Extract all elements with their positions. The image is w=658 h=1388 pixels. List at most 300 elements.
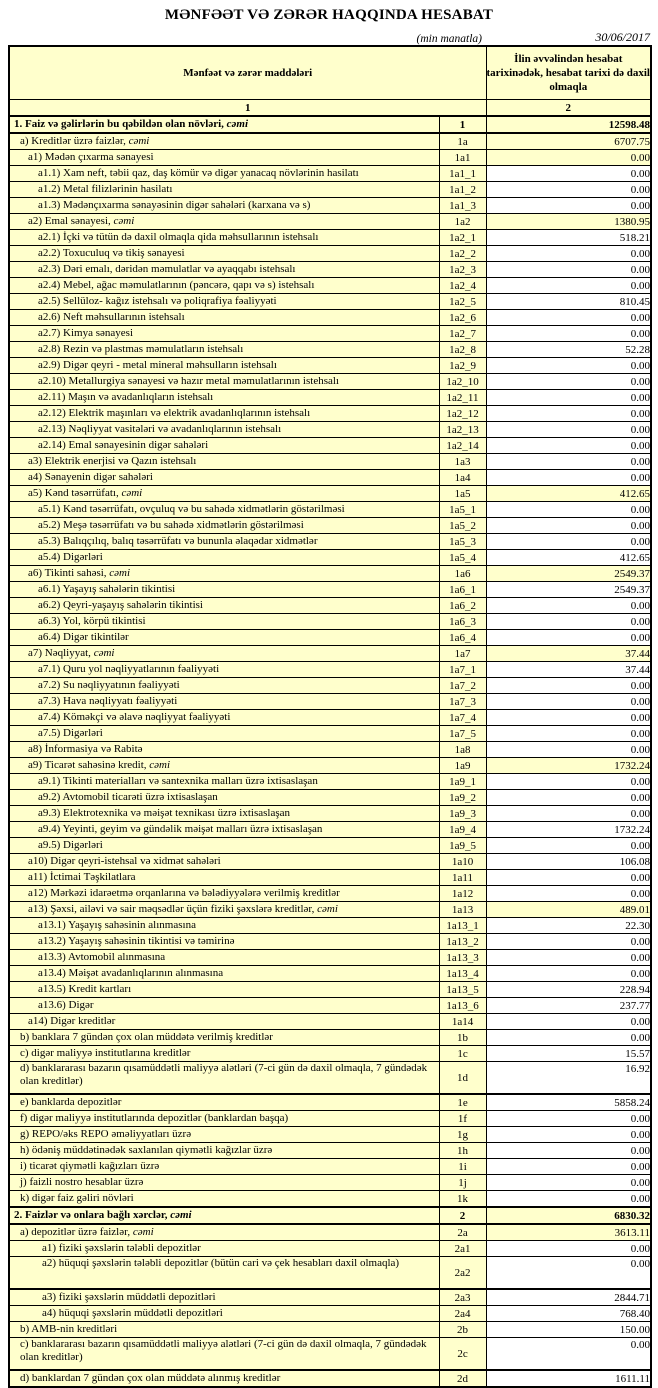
item-label [9, 726, 439, 742]
item-label-text: a2.2) Toxuculuq və tikiş sənayesi [38, 246, 185, 259]
row-code: 1a5 [439, 486, 486, 502]
value-header-cell: İlin əvvəlindən hesabat tarixinədək, hesabat tarixi də daxil olmaqla [486, 46, 651, 100]
row-code: 1a1_1 [439, 166, 486, 182]
item-label-text: c) digər maliyyə institutlarına kreditlər [20, 1046, 191, 1059]
table-row [9, 1127, 651, 1143]
item-label-text: a2.10) Metallurgiya sənayesi və hazır metal məmulatlarının istehsalı [38, 374, 339, 387]
item-label-italic-suffix: cəmi [113, 214, 135, 227]
row-code: 1a1_3 [439, 198, 486, 214]
row-code: 1a5_3 [439, 534, 486, 550]
table-row [9, 486, 651, 502]
row-code: 1a2_11 [439, 390, 486, 406]
item-label-text: a2.14) Emal sənayesinin digər sahələri [38, 438, 209, 451]
table-body [9, 116, 651, 1387]
row-code: 1a2 [439, 214, 486, 230]
row-value: 2844.71 [486, 1289, 651, 1306]
table-row [9, 342, 651, 358]
row-code: 1a6_2 [439, 598, 486, 614]
table-row [9, 406, 651, 422]
item-label-text: a1.1) Xam neft, təbii qaz, daş kömür və digər yanacaq növlərinin hasilatı [38, 166, 359, 179]
item-label [9, 1370, 439, 1387]
row-value: 0.00 [486, 182, 651, 198]
row-code: 1a1_2 [439, 182, 486, 198]
row-value: 0.00 [486, 438, 651, 454]
row-value: 0.00 [486, 678, 651, 694]
table-row [9, 534, 651, 550]
table-row [9, 966, 651, 982]
table-row [9, 166, 651, 182]
item-label [9, 198, 439, 214]
row-code: 2c [439, 1338, 486, 1371]
table-row [9, 278, 651, 294]
item-label [9, 1257, 439, 1290]
row-value: 0.00 [486, 534, 651, 550]
row-value: 0.00 [486, 1159, 651, 1175]
table-row [9, 133, 651, 150]
row-code: 1a2_6 [439, 310, 486, 326]
item-label-text: a7.5) Digərləri [38, 726, 103, 739]
row-code: 1a7_5 [439, 726, 486, 742]
item-label [9, 534, 439, 550]
currency-unit-note: (min manatla) [416, 33, 482, 45]
row-code: 1f [439, 1111, 486, 1127]
item-label [9, 1306, 439, 1322]
item-label-text: b) AMB-nin kreditləri [20, 1322, 118, 1335]
table-row [9, 422, 651, 438]
row-value: 0.00 [486, 454, 651, 470]
row-value: 1732.24 [486, 822, 651, 838]
table-row [9, 694, 651, 710]
row-code: 1a13_3 [439, 950, 486, 966]
table-row [9, 294, 651, 310]
item-label [9, 486, 439, 502]
row-code: 1h [439, 1143, 486, 1159]
table-row [9, 1306, 651, 1322]
table-row [9, 262, 651, 278]
item-label [9, 1322, 439, 1338]
row-value: 52.28 [486, 342, 651, 358]
table-row [9, 438, 651, 454]
row-value: 0.00 [486, 694, 651, 710]
item-label [9, 550, 439, 566]
items-header-cell: Mənfəət və zərər maddələri [9, 46, 486, 100]
row-value: 768.40 [486, 1306, 651, 1322]
item-label-text: a5.4) Digərləri [38, 550, 103, 563]
row-value: 0.00 [486, 246, 651, 262]
table-row [9, 1322, 651, 1338]
item-label-italic-suffix: cəmi [317, 902, 338, 915]
row-code: 1d [439, 1062, 486, 1095]
item-label [9, 518, 439, 534]
table-row [9, 1062, 651, 1095]
row-value: 0.00 [486, 1338, 651, 1371]
row-value: 37.44 [486, 662, 651, 678]
item-label [9, 662, 439, 678]
item-label-text: a1) fiziki şəxslərin tələbli depozitlər [42, 1241, 201, 1254]
table-row [9, 726, 651, 742]
table-row [9, 1159, 651, 1175]
row-code: 2d [439, 1370, 486, 1387]
item-label [9, 646, 439, 662]
row-value: 0.00 [486, 502, 651, 518]
item-label-text: e) banklarda depozitlər [20, 1095, 122, 1108]
item-label [9, 1159, 439, 1175]
item-label-text: a1.2) Metal filizlərinin hasilatı [38, 182, 173, 195]
row-code: 1a9 [439, 758, 486, 774]
row-value: 1380.95 [486, 214, 651, 230]
item-label-text: a2.1) İçki və tütün də daxil olmaqla qida məhsullarının istehsalı [38, 230, 319, 243]
table-row [9, 518, 651, 534]
row-value: 0.00 [486, 598, 651, 614]
table-row [9, 550, 651, 566]
row-code: 1a [439, 133, 486, 150]
item-label-text: j) faizli nostro hesablar üzrə [20, 1175, 144, 1188]
table-row [9, 198, 651, 214]
row-code: 2b [439, 1322, 486, 1338]
table-row [9, 710, 651, 726]
row-value: 0.00 [486, 518, 651, 534]
item-label-text: a3) fiziki şəxslərin müddətli depozitləri [42, 1290, 216, 1303]
item-label-text: a1) Mədən çıxarma sənayesi [28, 150, 154, 163]
table-row [9, 838, 651, 854]
item-label [9, 182, 439, 198]
item-label [9, 1338, 439, 1371]
item-label [9, 310, 439, 326]
row-value: 0.00 [486, 614, 651, 630]
row-code: 2a [439, 1224, 486, 1241]
item-label-text: a9.3) Elektrotexnika və məişət texnikası üzrə ixtisaslaşan [38, 806, 291, 819]
row-value: 0.00 [486, 262, 651, 278]
table-row [9, 214, 651, 230]
row-value: 0.00 [486, 1111, 651, 1127]
row-code: 1a6_1 [439, 582, 486, 598]
item-label [9, 870, 439, 886]
item-label-text: a2.9) Digər qeyri - metal mineral məhsulların istehsalı [38, 358, 277, 371]
row-value: 810.45 [486, 294, 651, 310]
table-row [9, 1143, 651, 1159]
item-label [9, 582, 439, 598]
item-label [9, 1094, 439, 1111]
row-value: 0.00 [486, 710, 651, 726]
row-code: 1a6 [439, 566, 486, 582]
row-code: 1a7_4 [439, 710, 486, 726]
item-label [9, 1191, 439, 1208]
table-row [9, 310, 651, 326]
item-label [9, 630, 439, 646]
row-value: 1611.11 [486, 1370, 651, 1387]
item-label-text: a14) Digər kreditlər [28, 1014, 116, 1027]
table-row [9, 1014, 651, 1030]
row-value: 0.00 [486, 166, 651, 182]
item-label [9, 934, 439, 950]
row-code: 1a2_10 [439, 374, 486, 390]
item-label [9, 294, 439, 310]
row-value: 5858.24 [486, 1094, 651, 1111]
item-label-text: a13.5) Kredit kartları [38, 982, 132, 995]
row-code: 1c [439, 1046, 486, 1062]
item-label [9, 806, 439, 822]
item-label [9, 1224, 439, 1241]
table-row [9, 982, 651, 998]
row-value: 0.00 [486, 390, 651, 406]
item-label [9, 678, 439, 694]
item-label [9, 614, 439, 630]
item-label-italic-suffix: cəmi [93, 646, 115, 659]
row-value: 0.00 [486, 1241, 651, 1257]
report-date: 30/06/2017 [595, 30, 650, 44]
item-label [9, 694, 439, 710]
row-code: 1a5_4 [439, 550, 486, 566]
item-label-text: a2) Emal sənayesi, [28, 214, 114, 227]
table-row [9, 246, 651, 262]
row-code: 1a3 [439, 454, 486, 470]
row-code: 1a2_4 [439, 278, 486, 294]
item-label [9, 1127, 439, 1143]
table-row [9, 646, 651, 662]
row-code: 1a13_1 [439, 918, 486, 934]
row-value: 2549.37 [486, 566, 651, 582]
item-label [9, 342, 439, 358]
row-code: 2a3 [439, 1289, 486, 1306]
table-row [9, 758, 651, 774]
item-label-text: a7.4) Köməkçi və əlavə nəqliyyat fəaliyyəti [38, 710, 231, 723]
item-label-text: a5.1) Kənd təsərrüfatı, ovçuluq və bu sahədə xidmətlərin göstərilməsi [38, 502, 345, 515]
row-code: 1a13_6 [439, 998, 486, 1014]
row-code: 1e [439, 1094, 486, 1111]
column-numbers-row [9, 100, 651, 117]
item-label-text: a7.1) Quru yol nəqliyyatlarının fəaliyyəti [38, 662, 220, 675]
table-row [9, 390, 651, 406]
item-label [9, 166, 439, 182]
row-value: 150.00 [486, 1322, 651, 1338]
row-value: 22.30 [486, 918, 651, 934]
item-label-text: a2.8) Rezin və plastmas məmulatların istehsalı [38, 342, 244, 355]
row-value: 0.00 [486, 950, 651, 966]
row-value: 0.00 [486, 630, 651, 646]
item-label-text: a2.7) Kimya sənayesi [38, 326, 133, 339]
item-label-text: a4) Sənayenin digər sahələri [28, 470, 153, 483]
item-label-text: a1.3) Mədənçıxarma sənayəsinin digər sahələri (karxana və s) [38, 198, 311, 211]
item-label-text: a) depozitlər üzrə faizlər, [20, 1225, 133, 1238]
item-label-text: a7.3) Hava nəqliyyatı fəaliyyəti [38, 694, 178, 707]
row-value: 37.44 [486, 646, 651, 662]
table-row [9, 1191, 651, 1208]
item-label [9, 214, 439, 230]
item-label-italic-suffix: cəmi [226, 117, 249, 130]
item-label-text: a13.4) Məişət avadanlıqlarının alınmasına [38, 966, 224, 979]
row-code: 1a1 [439, 150, 486, 166]
item-label [9, 1062, 439, 1095]
row-code: 1a9_5 [439, 838, 486, 854]
item-label-text: a10) Digər qeyri-istehsal və xidmət sahələri [28, 854, 221, 867]
row-value: 0.00 [486, 310, 651, 326]
row-code: 1a2_8 [439, 342, 486, 358]
item-label [9, 1030, 439, 1046]
item-label [9, 1289, 439, 1306]
report-page [8, 0, 650, 1388]
item-label-text: 2. Faizlər və onlara bağlı xərclər, [14, 1208, 171, 1221]
row-value: 0.00 [486, 198, 651, 214]
row-value: 0.00 [486, 422, 651, 438]
item-label [9, 918, 439, 934]
table-row [9, 326, 651, 342]
item-label [9, 1014, 439, 1030]
table-row [9, 934, 651, 950]
item-label-italic-suffix: cəmi [109, 566, 131, 579]
row-value: 1732.24 [486, 758, 651, 774]
row-value: 0.00 [486, 774, 651, 790]
table-row [9, 1094, 651, 1111]
row-value: 0.00 [486, 934, 651, 950]
row-code: 1a2_12 [439, 406, 486, 422]
item-label-text: a2.5) Sellüloz- kağız istehsalı və poliqrafiya fəaliyyəti [38, 294, 277, 307]
item-label [9, 838, 439, 854]
item-label [9, 454, 439, 470]
item-label [9, 246, 439, 262]
item-label [9, 982, 439, 998]
table-row [9, 870, 651, 886]
row-code: 1a12 [439, 886, 486, 902]
item-label-text: a9) Ticarət sahəsinə kredit, [28, 758, 150, 771]
item-label-text: a5.2) Meşə təsərrüfatı və bu sahədə xidmətlərin göstərilməsi [38, 518, 304, 531]
row-code: 1a5_2 [439, 518, 486, 534]
row-code: 1a2_14 [439, 438, 486, 454]
item-label-text: a9.5) Digərləri [38, 838, 103, 851]
table-row [9, 1224, 651, 1241]
item-label [9, 278, 439, 294]
table-row [9, 1257, 651, 1290]
item-label [9, 790, 439, 806]
row-value: 0.00 [486, 278, 651, 294]
table-row [9, 1289, 651, 1306]
item-label-text: a5.3) Balıqçılıq, balıq təsərrüfatı və bununla əlaqədar xidmətlər [38, 534, 318, 547]
row-value: 0.00 [486, 1127, 651, 1143]
item-label [9, 854, 439, 870]
table-header [9, 46, 651, 116]
row-value: 489.01 [486, 902, 651, 918]
row-code: 1 [439, 116, 486, 133]
row-value: 0.00 [486, 1191, 651, 1208]
row-code: 1a2_1 [439, 230, 486, 246]
row-value: 12598.48 [486, 116, 651, 133]
row-code: 2a4 [439, 1306, 486, 1322]
row-code: 1a9_3 [439, 806, 486, 822]
row-code: 1a2_5 [439, 294, 486, 310]
item-label-text: c) banklararası bazarın qısamüddətli maliyyə alətləri (7-ci gün də daxil olmaqla, 7 gündədək olan kreditlər) [20, 1338, 427, 1364]
row-value: 2549.37 [486, 582, 651, 598]
row-code: 1a13_5 [439, 982, 486, 998]
row-value: 0.00 [486, 870, 651, 886]
table-row [9, 678, 651, 694]
table-row [9, 582, 651, 598]
report-title: MƏNFƏƏT VƏ ZƏRƏR HAQQINDA HESABAT [164, 7, 494, 23]
table-row [9, 950, 651, 966]
row-value: 0.00 [486, 806, 651, 822]
item-label-italic-suffix: cəmi [149, 758, 171, 771]
item-label [9, 966, 439, 982]
report-subhead [8, 28, 650, 45]
item-label [9, 116, 439, 133]
row-value: 16.92 [486, 1062, 651, 1095]
table-row [9, 470, 651, 486]
item-label-text: i) ticarət qiymətli kağızları üzrə [20, 1159, 160, 1172]
item-label-text: a6) Tikinti sahəsi, [28, 566, 110, 579]
row-code: 1a10 [439, 854, 486, 870]
item-label [9, 886, 439, 902]
item-label-text: f) digər maliyyə institutlarında depozitlər (banklardan başqa) [20, 1111, 289, 1124]
item-label-text: d) banklararası bazarın qısamüddətli maliyyə alətləri (7-ci gün də daxil olmaqla, 7 gündədək olan kreditlər) [20, 1062, 428, 1088]
row-value: 0.00 [486, 150, 651, 166]
row-code: 2a2 [439, 1257, 486, 1290]
item-label-text: a2.4) Mebel, ağac məmulatlarının (pəncərə, qapı və s) istehsalı [38, 278, 315, 291]
table-row [9, 998, 651, 1014]
table-row [9, 918, 651, 934]
table-row [9, 1207, 651, 1224]
table-row [9, 790, 651, 806]
item-label [9, 998, 439, 1014]
item-label [9, 1046, 439, 1062]
table-row [9, 358, 651, 374]
row-value: 518.21 [486, 230, 651, 246]
item-label-text: a8) İnformasiya və Rabitə [28, 742, 143, 755]
row-value: 0.00 [486, 1143, 651, 1159]
table-row [9, 1046, 651, 1062]
table-row [9, 374, 651, 390]
item-label-text: a13.2) Yaşayış sahəsinin tikintisi və təmirinə [38, 934, 235, 947]
item-label-text: a12) Mərkəzi idarəetmə orqanlarına və bələdiyyələrə verilmiş kreditlər [28, 886, 340, 899]
table-row [9, 1030, 651, 1046]
item-label [9, 1175, 439, 1191]
row-value: 0.00 [486, 1257, 651, 1290]
table-row [9, 598, 651, 614]
item-label [9, 230, 439, 246]
item-label [9, 502, 439, 518]
header-row [9, 46, 651, 100]
row-code: 1a11 [439, 870, 486, 886]
item-label [9, 710, 439, 726]
row-value: 0.00 [486, 1175, 651, 1191]
item-label-text: k) digər faiz gəliri növləri [20, 1191, 134, 1204]
item-label-text: a9.2) Avtomobil ticarəti üzrə ixtisaslaşan [38, 790, 218, 803]
row-code: 1a7_2 [439, 678, 486, 694]
item-label-italic-suffix: cəmi [170, 1208, 192, 1221]
row-code: 1j [439, 1175, 486, 1191]
table-row [9, 630, 651, 646]
row-value: 412.65 [486, 486, 651, 502]
row-code: 1a6_3 [439, 614, 486, 630]
item-label-text: a7) Nəqliyyat, [28, 646, 94, 659]
item-label-text: a6.3) Yol, körpü tikintisi [38, 614, 146, 627]
row-code: 1a2_7 [439, 326, 486, 342]
item-label-text: a3) Elektrik enerjisi və Qazın istehsalı [28, 454, 197, 467]
item-label [9, 566, 439, 582]
row-value: 0.00 [486, 726, 651, 742]
item-label-text: a2) hüquqi şəxslərin tələbli depozitlər (bütün cari və çek hesabları daxil olmaqla) [42, 1257, 400, 1269]
row-code: 1a13_2 [439, 934, 486, 950]
row-code: 1a6_4 [439, 630, 486, 646]
item-label-text: a9.1) Tikinti materialları və santexnika malları üzrə ixtisaslaşan [38, 774, 318, 787]
item-label-italic-suffix: cəmi [132, 1225, 154, 1238]
item-label [9, 1207, 439, 1224]
table-row [9, 806, 651, 822]
item-label [9, 950, 439, 966]
row-value: 412.65 [486, 550, 651, 566]
row-code: 1a7 [439, 646, 486, 662]
item-label [9, 1143, 439, 1159]
row-code: 1a9_1 [439, 774, 486, 790]
item-label [9, 406, 439, 422]
table-row [9, 1111, 651, 1127]
